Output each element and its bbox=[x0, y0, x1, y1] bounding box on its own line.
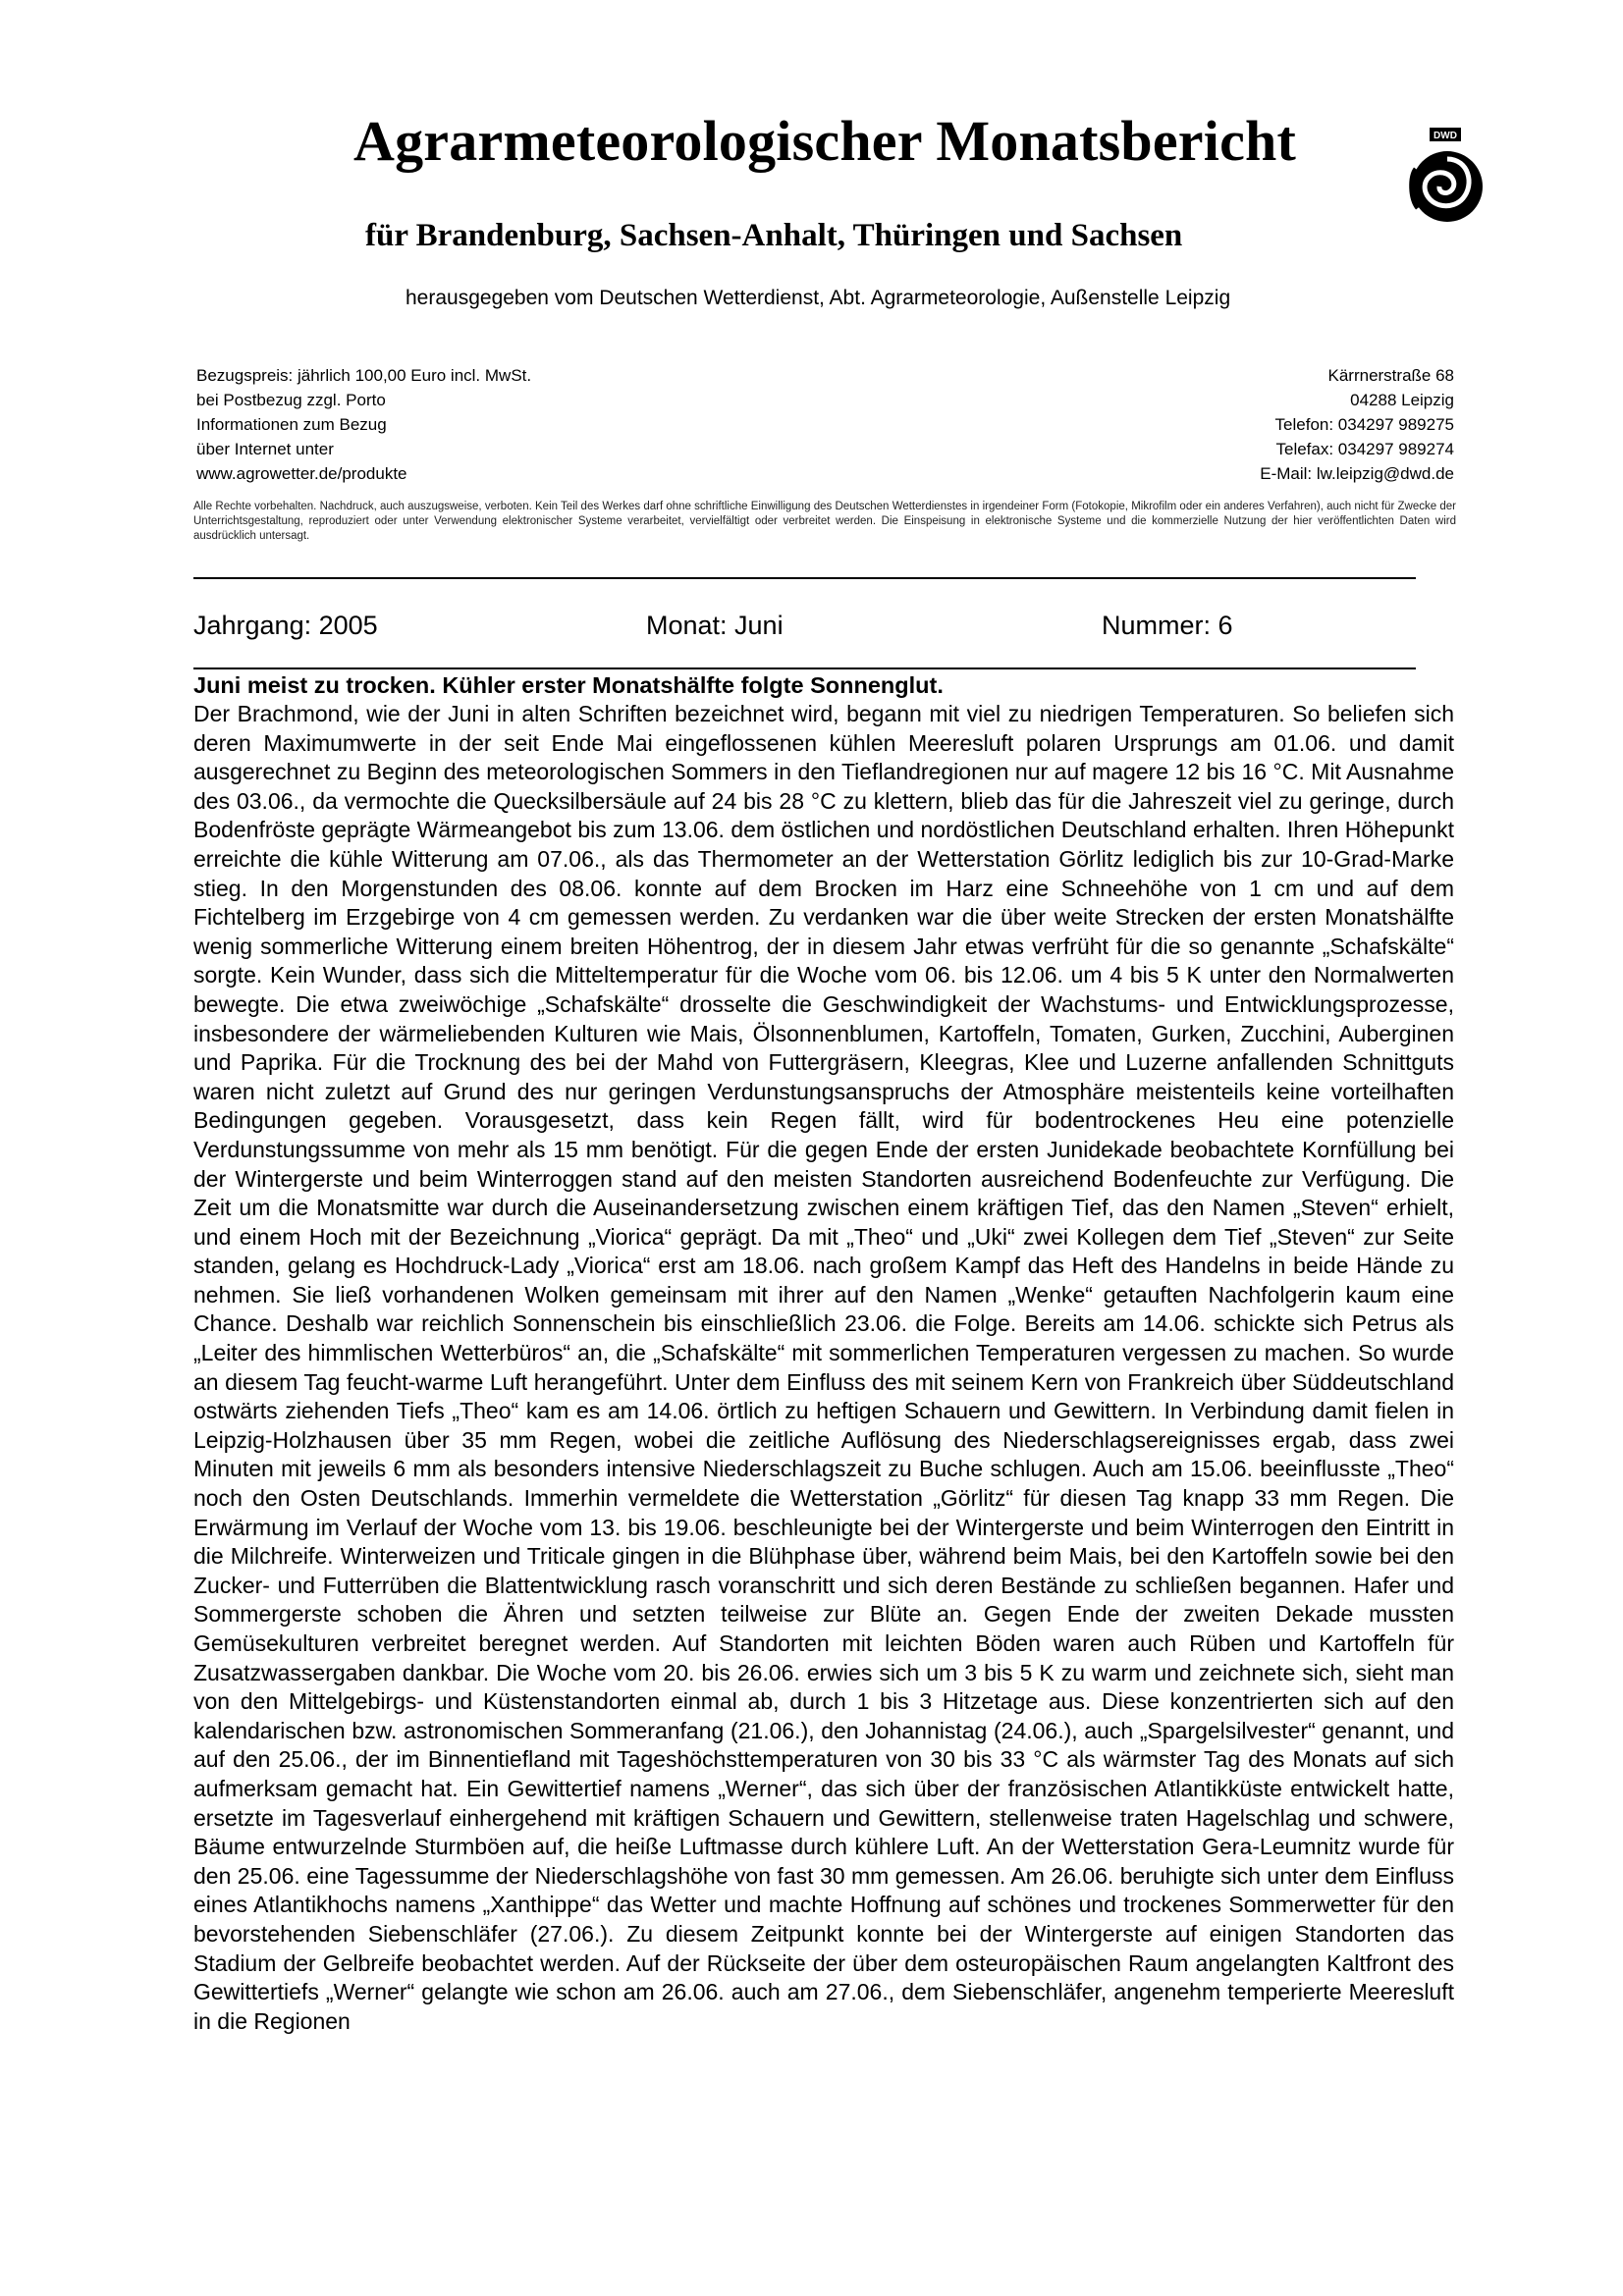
subscription-line: Informationen zum Bezug bbox=[196, 415, 387, 434]
subscription-line: über Internet unter bbox=[196, 440, 334, 458]
logo-text: DWD bbox=[1434, 131, 1457, 141]
contact-info bbox=[1260, 363, 1454, 486]
contact-street: Kärrnerstraße 68 bbox=[1327, 366, 1454, 385]
issue-number: Nummer: 6 bbox=[1102, 611, 1233, 640]
copyright-notice: Alle Rechte vorbehalten. Nachdruck, auch auszugsweise, verboten. Kein Teil des Werkes darf ohne schriftliche Einwilligung des Deutschen Wetterdienstes in irgendeiner Form (Fotokopie, Mikrofilm oder ein anderes Verfahren), auch nicht für Zwecke der Unterrichtsgestaltung, reproduziert oder unter Verwendung elektronischer Systeme verarbeitet, vervielfältigt oder verbreitet werden. Die Einspeisung in elektronische Systeme und die kommerzielle Nutzung der hier veröffentlichten Daten wird ausdrücklich untersagt. bbox=[193, 501, 1456, 542]
subscription-line: Bezugspreis: jährlich 100,00 Euro incl. MwSt. bbox=[196, 366, 532, 385]
contact-city: 04288 Leipzig bbox=[1350, 391, 1454, 409]
divider bbox=[193, 667, 1416, 669]
subscription-line: bei Postbezug zzgl. Porto bbox=[196, 391, 386, 409]
article-headline: Juni meist zu trocken. Kühler erster Monatshälfte folgte Sonnenglut. bbox=[193, 672, 944, 698]
issue-month: Monat: Juni bbox=[646, 611, 784, 640]
report-subtitle: für Brandenburg, Sachsen-Anhalt, Thüringen und Sachsen bbox=[365, 218, 1183, 253]
contact-phone: Telefon: 034297 989275 bbox=[1274, 415, 1454, 434]
subscription-url[interactable]: www.agrowetter.de/produkte bbox=[196, 464, 407, 483]
contact-email[interactable]: E-Mail: lw.leipzig@dwd.de bbox=[1260, 464, 1454, 483]
publisher-line: herausgegeben vom Deutschen Wetterdienst, Abt. Agrarmeteorologie, Außenstelle Leipzig bbox=[406, 287, 1231, 309]
subscription-info bbox=[196, 363, 531, 486]
divider bbox=[193, 577, 1416, 579]
report-title: Agrarmeteorologischer Monatsbericht bbox=[353, 109, 1296, 173]
issue-year: Jahrgang: 2005 bbox=[193, 611, 378, 640]
contact-fax: Telefax: 034297 989274 bbox=[1275, 440, 1454, 458]
dwd-logo-icon bbox=[1404, 126, 1485, 230]
article-body: Der Brachmond, wie der Juni in alten Schriften bezeichnet wird, begann mit viel zu niedrigen Temperaturen. So beliefen sich deren Maximumwerte in der seit Ende Mai eingeflossenen kühlen Meeresluft polaren Ursprungs am 01.06. und damit ausgerechnet zu Beginn des meteorologischen Sommers in den Tieflandregionen nur auf magere 12 bis 16 °C. Mit Ausnahme des 03.06., da vermochte die Quecksilbersäule auf 24 bis 28 °C zu klettern, blieb das für die Jahreszeit viel zu geringe, durch Bodenfröste geprägte Wärmeangebot bis zum 13.06. dem östlichen und nordöstlichen Deutschland erhalten. Ihren Höhepunkt erreichte die kühle Witterung am 07.06., als das Thermometer an der Wetterstation Görlitz lediglich bis zur 10-Grad-Marke stieg. In den Morgenstunden des 08.06. konnte auf dem Brocken im Harz eine Schneehöhe von 1 cm und auf dem Fichtelberg im Erzgebirge von 4 cm gemessen werden. Zu verdanken war die über weite Strecken der ersten Monatshälfte wenig sommerliche Witterung einem breiten Höhentrog, der in diesem Jahr etwas verfrüht für die so genannte „Schafskälte“ sorgte. Kein Wunder, dass sich die Mitteltemperatur für die Woche vom 06. bis 12.06. um 4 bis 5 K unter den Normalwerten bewegte. Die etwa zweiwöchige „Schafskälte“ drosselte die Geschwindigkeit der Wachstums- und Entwicklungsprozesse, insbesondere der wärmeliebenden Kulturen wie Mais, Ölsonnenblumen, Kartoffeln, Tomaten, Gurken, Zucchini, Auberginen und Paprika. Für die Trocknung des bei der Mahd von Futtergräsern, Kleegras, Klee und Luzerne anfallenden Schnittguts waren nicht zuletzt auf Grund des nur geringen Verdunstungsanspruchs der Atmosphäre meistenteils keine vorteilhaften Bedingungen gegeben. Vorausgesetzt, dass kein Regen fällt, wird für bodentrockenes Heu eine potenzielle Verdunstungssumme von mehr als 15 mm benötigt. Für die gegen Ende der ersten Junidekade beobachtete Kornfüllung bei der Wintergerste und beim Winterroggen stand auf den meisten Standorten ausreichend Bodenfeuchte zur Verfügung. Die Zeit um die Monatsmitte war durch die Auseinandersetzung zwischen einem kräftigen Tief, das den Namen „Steven“ erhielt, und einem Hoch mit der Bezeichnung „Viorica“ geprägt. Da mit „Theo“ und „Uki“ zwei Kollegen dem Tief „Steven“ zur Seite standen, gelang es Hochdruck-Lady „Viorica“ erst am 18.06. nach großem Kampf das Heft des Handelns in beide Hände zu nehmen. Sie ließ vorhandenen Wolken gemeinsam mit ihrer auf den Namen „Wenke“ getauften Nachfolgerin kaum eine Chance. Deshalb war reichlich Sonnenschein bis einschließlich 23.06. die Folge. Bereits am 14.06. schickte sich Petrus als „Leiter des himmlischen Wetterbüros“ an, die „Schafskälte“ mit sommerlichen Temperaturen vergessen zu machen. So wurde an diesem Tag feucht-warme Luft herangeführt. Unter dem Einfluss des mit seinem Kern von Frankreich über Süddeutschland ostwärts ziehenden Tiefs „Theo“ kam es am 14.06. örtlich zu heftigen Schauern und Gewittern. In Verbindung damit fielen in Leipzig-Holzhausen über 35 mm Regen, wobei die zeitliche Auflösung des Niederschlagsereignisses ergab, dass zwei Minuten mit jeweils 6 mm als besonders intensive Niederschlagszeit zu Buche schlugen. Auch am 15.06. beeinflusste „Theo“ noch den Osten Deutschlands. Immerhin vermeldete die Wetterstation „Görlitz“ für diesen Tag knapp 33 mm Regen. Die Erwärmung im Verlauf der Woche vom 13. bis 19.06. beschleunigte bei der Wintergerste und beim Winterrogen den Eintritt in die Milchreife. Winterweizen und Triticale gingen in die Blühphase über, während beim Mais, bei den Kartoffeln sowie bei den Zucker- und Futterrüben die Blattentwicklung rasch voranschritt und sich deren Bestände zu schließen begannen. Hafer und Sommergerste schoben die Ähren und setzten teilweise zur Blüte an. Gegen Ende der zweiten Dekade mussten Gemüsekulturen verbreitet beregnet werden. Auf Standorten mit leichten Böden waren auch Rüben und Kartoffeln für Zusatzwassergaben dankbar. Die Woche vom 20. bis 26.06. erwies sich um 3 bis 5 K zu warm und zeichnete sich, sieht man von den Mittelgebirgs- und Küstenstandorten einmal ab, durch 1 bis 3 Hitzetage aus. Diese konzentrierten sich auf den kalendarischen bzw. astronomischen Sommeranfang (21.06.), den Johannistag (24.06.), auch „Spargelsilvester“ genannt, und auf den 25.06., der im Binnentiefland mit Tageshöchsttemperaturen von 30 bis 33 °C als wärmster Tag des Monats auf sich aufmerksam gemacht hat. Ein Gewittertief namens „Werner“, das sich über der französischen Atlantikküste entwickelt hatte, ersetzte im Tagesverlauf einhergehend mit kräftigen Schauern und Gewittern, stellenweise traten Hagelschlag und schwere, Bäume entwurzelnde Sturmböen auf, die heiße Luftmasse durch kühlere Luft. An der Wetterstation Gera-Leumnitz wurde für den 25.06. eine Tagessumme der Niederschlagshöhe von fast 30 mm gemessen. Am 26.06. beruhigte sich unter dem Einfluss eines Atlantikhochs namens „Xanthippe“ das Wetter und machte Hoffnung auf schönes und trockenes Sommerwetter für den bevorstehenden Siebenschläfer (27.06.). Zu diesem Zeitpunkt konnte bei der Wintergerste auf einigen Standorten das Stadium der Gelbreife beobachtet werden. Auf der Rückseite der über dem osteuropäischen Raum angelangten Kaltfront des Gewittertiefs „Werner“ gelangte wie schon am 26.06. auch am 27.06., dem Siebenschläfer, angenehm temperierte Meeresluft in die Regionen bbox=[193, 701, 1454, 2034]
